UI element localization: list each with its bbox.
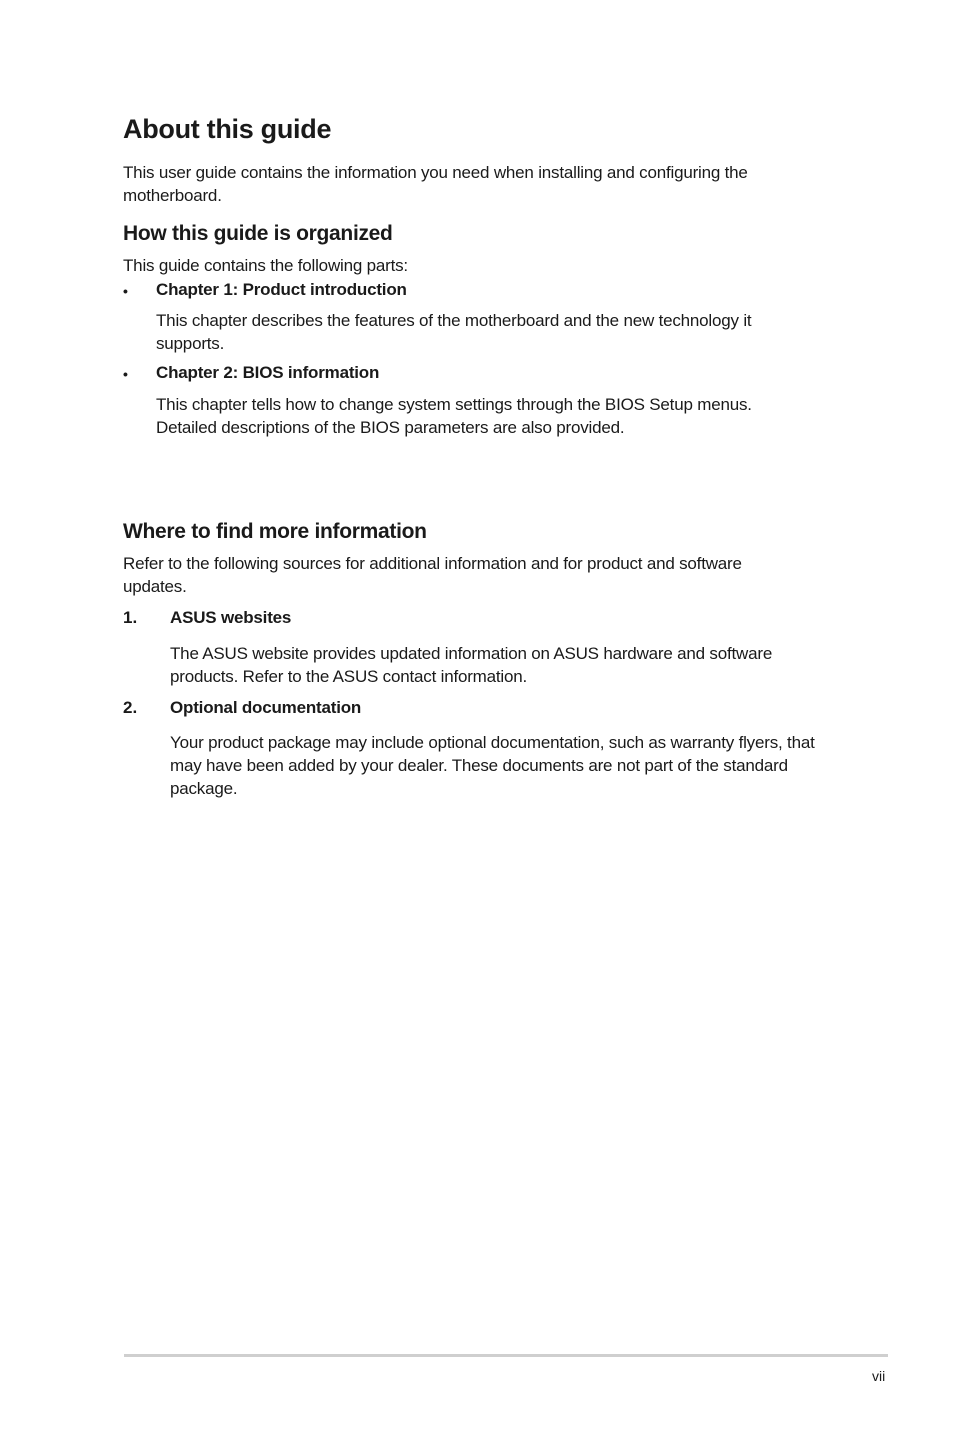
footer-divider [124, 1354, 888, 1357]
chapter-1-description: This chapter describes the features of the motherboard and the new technology it supports. [156, 311, 752, 353]
chapter-2-title: Chapter 2: BIOS information [156, 363, 380, 382]
page-number: vii [872, 1368, 886, 1384]
section-heading-more-info: Where to find more information [123, 520, 427, 543]
intro-paragraph: This user guide contains the information you need when installing and configuring the motherboard. [123, 163, 748, 205]
chapter-1-title: Chapter 1: Product introduction [156, 280, 407, 299]
organized-lead: This guide contains the following parts: [123, 256, 408, 275]
chapter-2-description: This chapter tells how to change system settings through the BIOS Setup menus. Detailed descriptions of the BIOS parameters are also provided. [156, 395, 752, 437]
more-info-lead: Refer to the following sources for additional information and for product and software updates. [123, 554, 742, 596]
optional-documentation-title: Optional documentation [170, 698, 362, 717]
page-title: About this guide [123, 114, 332, 144]
optional-documentation-description: Your product package may include optional documentation, such as warranty flyers, that may have been added by your dealer. These documents are not part of the standard package. [170, 733, 815, 798]
item-number: 1. [123, 608, 138, 627]
item-number: 2. [123, 698, 138, 717]
asus-websites-description: The ASUS website provides updated information on ASUS hardware and software products. Refer to the ASUS contact information. [170, 644, 773, 686]
bullet-marker: • [123, 366, 128, 382]
asus-websites-title: ASUS websites [170, 608, 292, 627]
section-heading-organized: How this guide is organized [123, 222, 393, 245]
bullet-marker: • [123, 283, 128, 299]
